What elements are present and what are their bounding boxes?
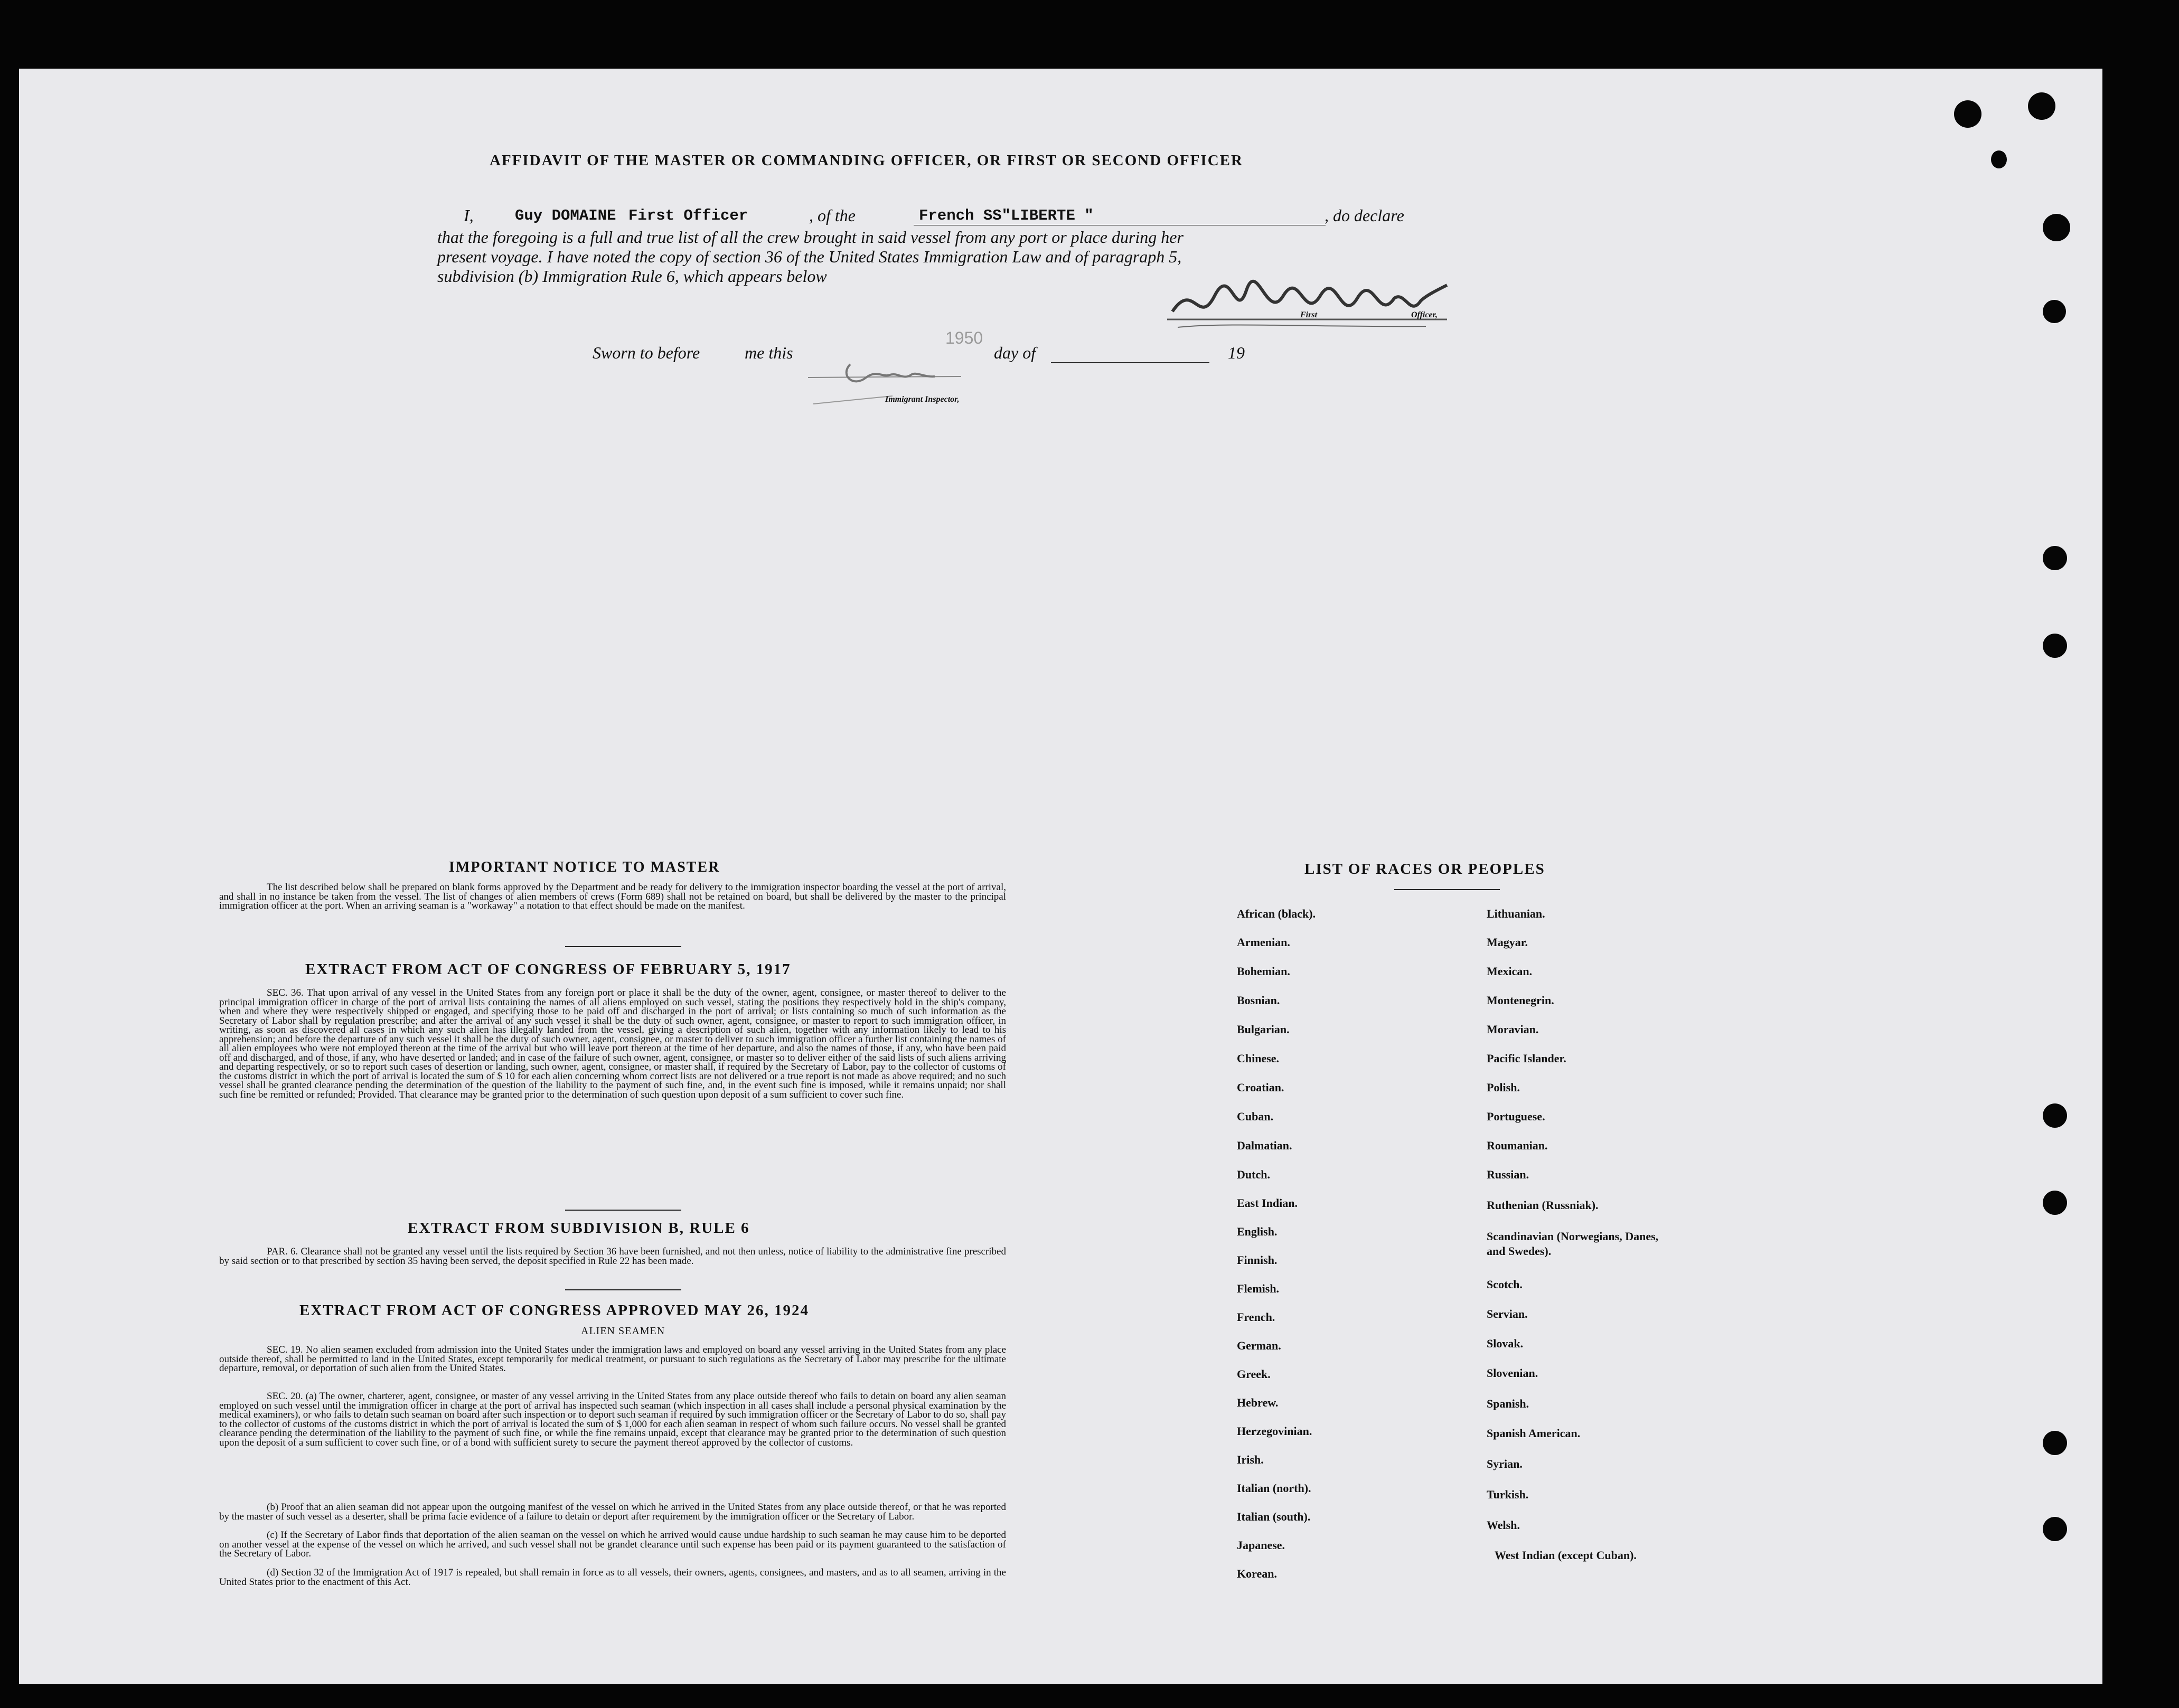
officer-rank: First Officer	[628, 207, 748, 224]
race-item: Welsh.	[1487, 1518, 1520, 1532]
extract-1924-sec20a: SEC. 20. (a) The owner, charterer, agent, consignee, or master of any vessel arriving in the United States from any place outside thereof who fails to detain on board any alien seaman employed on such vessel until the immigration officer in charge at the port of arrival has inspected such seaman (which inspection in all cases shall include a personal physical examination by the medical examiners), or who fails to detain such seaman on board after such inspection or to deport such seaman if required by such immigration officer or the Secretary of Labor to do so, shall pay to the collector of customs of the customs district in which the port of arrival is located the sum of $ 1,000 for each alien seaman in respect of whom such failure occurs. No vessel shall be granted clearance pending the determination of the liability to the payment of such fine, or while the fine remains unpaid, except that clearance may be granted prior to the determination of such question upon the deposit of a sum sufficient to cover such fine, or of a bond with sufficient surety to secure the payment thereof approved by the collector of customs.	[219, 1391, 1006, 1448]
officer-name: Guy DOMAINE	[515, 207, 616, 224]
subdivision-b-divider	[565, 1289, 681, 1290]
notice-body: The list described below shall be prepared on blank forms approved by the Department and be ready for delivery to the immigration inspector boarding the vessel at the port of arrival, and shall in no instance be taken from the vessel. The list of changes of alien members of crews (Form 689) shall not be retained on board, but shall be delivered by the master to the principal immigration officer at the port. When an arriving seaman is a "workaway" a notation to that effect should be made on the manifest.	[219, 882, 1006, 911]
race-item: Slovak.	[1487, 1337, 1524, 1350]
binder-hole-2	[2028, 92, 2055, 120]
race-item: Hebrew.	[1237, 1396, 1279, 1409]
race-item: Armenian.	[1237, 936, 1290, 949]
extract-1917-body: SEC. 36. That upon arrival of any vessel in the United States from any foreign port or place it shall be the duty of the owner, agent, consignee, or master thereof to deliver to the principal immigration officer in charge of the port of arrival lists containing the names of all aliens employed on such vessel, stating the positions they respectively hold in the ship's company, when and where they were respectively shipped or engaged, and specifying those to be paid off and discharged in the port of arrival; or lists containing so much of such information as the Secretary of Labor shall by regulation prescribe; and after the arrival of any such vessel it shall be the duty of such owner, agent, consignee, or master to report to such immigration officer, in writing, as soon as discovered all cases in which any such alien has illegally landed from the vessel, giving a description of such alien, together with any information likely to lead to his apprehension; and before the departure of any such vessel it shall be the duty of such owner, agent, consignee, or master to deliver to such immigration officer a further list containing the names of all alien employees who were not employed thereon at the time of the arrival but who will leave port thereon at the time of her departure, and also the names of those, if any, who have been paid off and discharged, and of those, if any, who have deserted or landed; and in case of the failure of such owner, agent, consignee, or master so to deliver either of the said lists of such aliens arriving and departing respectively, or so to report such cases of desertion or landing, such owner, agent, consignee, or master shall, if required by the Secretary of Labor, pay to the collector of customs of the customs district in which the port of arrival is located the sum of $ 10 for each alien concerning whom correct lists are not delivered or a true report is not made as above required; and no such vessel shall be granted clearance pending the determination of the question of the liability to the payment of such fine, and, in the event such fine is imposed, while it remains unpaid; nor shall such fine be remitted or refunded; Provided. That clearance may be granted prior to the determination of such question upon deposit of a sum sufficient to cover such fine.	[219, 987, 1006, 1100]
alien-seamen-subtitle: ALIEN SEAMEN	[581, 1325, 665, 1337]
race-item: Roumanian.	[1487, 1139, 1548, 1152]
race-item: Korean.	[1237, 1567, 1277, 1580]
binder-hole-3	[1991, 150, 2007, 168]
day-of-label: day of	[994, 343, 1036, 362]
race-item: Russian.	[1487, 1168, 1529, 1181]
race-item: Greek.	[1237, 1367, 1271, 1381]
binder-hole-10	[2043, 1431, 2067, 1455]
race-item: Scotch.	[1487, 1278, 1523, 1291]
race-item: Bulgarian.	[1237, 1023, 1290, 1036]
inspector-caption: Immigrant Inspector,	[885, 395, 960, 404]
binder-hole-1	[1954, 100, 1981, 128]
extract-1924-sec20c: (c) If the Secretary of Labor finds that deportation of the alien seaman on the vessel on which he arrived would cause undue hardship to such seaman he may cause him to be deported on another vessel at the expense of the vessel on which he arrived, and such vessel shall not be grandet clearance until such expense has been paid or its payment guaranteed to the satisfaction of the Secretary of Labor.	[219, 1530, 1006, 1559]
binder-hole-11	[2043, 1517, 2067, 1541]
date-stamp: 1950	[945, 328, 983, 347]
binder-hole-9	[2043, 1191, 2067, 1215]
affidavit-line-4: subdivision (b) Immigration Rule 6, which appears below	[437, 267, 827, 286]
notice-divider	[565, 946, 681, 947]
race-item: Scandinavian (Norwegians, Danes, and Swedes).	[1487, 1230, 1659, 1258]
race-item: Croatian.	[1237, 1081, 1284, 1094]
officer-caption-officer: Officer,	[1411, 310, 1438, 319]
binder-hole-4	[2043, 214, 2070, 241]
race-item: Cuban.	[1237, 1110, 1274, 1123]
officer-signature	[1162, 259, 1458, 343]
race-item: Ruthenian (Russniak).	[1487, 1199, 1599, 1212]
race-item: Spanish American.	[1487, 1427, 1581, 1440]
race-item: East Indian.	[1237, 1196, 1298, 1210]
race-item: Portuguese.	[1487, 1110, 1545, 1123]
extract-1924-title: EXTRACT FROM ACT OF CONGRESS APPROVED MAY 26, 1924	[299, 1302, 809, 1319]
race-item: Dalmatian.	[1237, 1139, 1292, 1152]
affidavit-i-label: I,	[464, 206, 474, 225]
officer-caption-first: First	[1300, 310, 1318, 319]
sworn-me-this-label: me this	[745, 343, 793, 362]
race-item: Slovenian.	[1487, 1366, 1538, 1380]
races-title: LIST OF RACES OR PEOPLES	[1304, 861, 1545, 877]
race-item: Spanish.	[1487, 1397, 1529, 1410]
race-item: Flemish.	[1237, 1282, 1280, 1295]
of-the-label: , of the	[809, 206, 856, 225]
race-item: Syrian.	[1487, 1457, 1523, 1470]
race-item: Mexican.	[1487, 965, 1533, 978]
race-item: German.	[1237, 1339, 1281, 1352]
extract-1924-sec20d: (d) Section 32 of the Immigration Act of 1917 is repealed, but shall remain in force as to all vessels, their owners, agents, consignees, and masters, and as to all seamen, arriving in the United States prior to the enactment of this Act.	[219, 1567, 1006, 1588]
race-item: Polish.	[1487, 1081, 1520, 1094]
subdivision-b-body: PAR. 6. Clearance shall not be granted any vessel until the lists required by Section 36 have been furnished, and not then unless, notice of liability to the administrative fine prescribed by said section or to that prescribed by section 35 having been served, the deposit specified in Rule 22 has been made.	[219, 1246, 1006, 1267]
race-item: Montenegrin.	[1487, 994, 1554, 1007]
sworn-label: Sworn to before	[593, 343, 700, 362]
race-item: Lithuanian.	[1487, 907, 1545, 920]
extract-1917-title: EXTRACT FROM ACT OF CONGRESS OF FEBRUARY 5, 1917	[305, 961, 791, 978]
race-item: Servian.	[1487, 1307, 1528, 1320]
notice-title: IMPORTANT NOTICE TO MASTER	[449, 859, 720, 875]
binder-hole-6	[2043, 546, 2067, 570]
subdivision-b-title: EXTRACT FROM SUBDIVISION B, RULE 6	[408, 1220, 750, 1237]
year-label: 19	[1228, 343, 1245, 362]
day-of-underline	[1051, 362, 1209, 363]
do-declare-label: , do declare	[1325, 206, 1404, 225]
race-item: Magyar.	[1487, 936, 1528, 949]
extract-1924-sec20b: (b) Proof that an alien seaman did not appear upon the outgoing manifest of the vessel on which he arrived in the United States from any place outside thereof, or that he was reported by the master of such vessel as a deserter, shall be prima facie evidence of a failure to detain or deport after requirement by the immigration officer or the Secretary of Labor.	[219, 1502, 1006, 1522]
races-divider	[1394, 889, 1500, 890]
race-item: Moravian.	[1487, 1023, 1539, 1036]
race-item: Herzegovinian.	[1237, 1424, 1312, 1438]
race-item: Pacific Islander.	[1487, 1052, 1566, 1065]
race-item: Bohemian.	[1237, 965, 1290, 978]
race-item: Bosnian.	[1237, 994, 1280, 1007]
binder-hole-7	[2043, 634, 2067, 658]
binder-hole-8	[2043, 1103, 2067, 1128]
race-item: English.	[1237, 1225, 1278, 1238]
race-item: Turkish.	[1487, 1488, 1529, 1501]
extract-1924-sec19: SEC. 19. No alien seamen excluded from admission into the United States under the immigration laws and employed on board any vessel arriving in the United States from any place outside thereof, shall be permitted to land in the United States, except temporarily for medical treatment, or pursuant to such regulations as the Secretary of Labor may prescribe for the ultimate departure, removal, or deportation of such alien from the United States.	[219, 1344, 1006, 1374]
affidavit-line-2: that the foregoing is a full and true list of all the crew brought in said vessel from any port or place during her	[437, 228, 1184, 247]
affidavit-title: AFFIDAVIT OF THE MASTER OR COMMANDING OFFICER, OR FIRST OR SECOND OFFICER	[490, 152, 1243, 169]
race-item: Japanese.	[1237, 1539, 1285, 1552]
race-item: Irish.	[1237, 1453, 1264, 1466]
race-item: Finnish.	[1237, 1253, 1278, 1267]
race-item: West Indian (except Cuban).	[1495, 1549, 1637, 1562]
race-item: French.	[1237, 1310, 1275, 1324]
vessel-name: French SS"LIBERTE "	[919, 207, 1094, 224]
race-item: Chinese.	[1237, 1052, 1280, 1065]
extract-1917-divider	[565, 1210, 681, 1211]
race-item: Italian (south).	[1237, 1510, 1311, 1523]
race-item: Italian (north).	[1237, 1481, 1311, 1495]
affidavit-line-3: present voyage. I have noted the copy of section 36 of the United States Immigration Law and of paragraph 5,	[437, 247, 1182, 266]
binder-hole-5	[2043, 300, 2066, 323]
race-item: Dutch.	[1237, 1168, 1270, 1181]
race-item: African (black).	[1237, 907, 1316, 920]
